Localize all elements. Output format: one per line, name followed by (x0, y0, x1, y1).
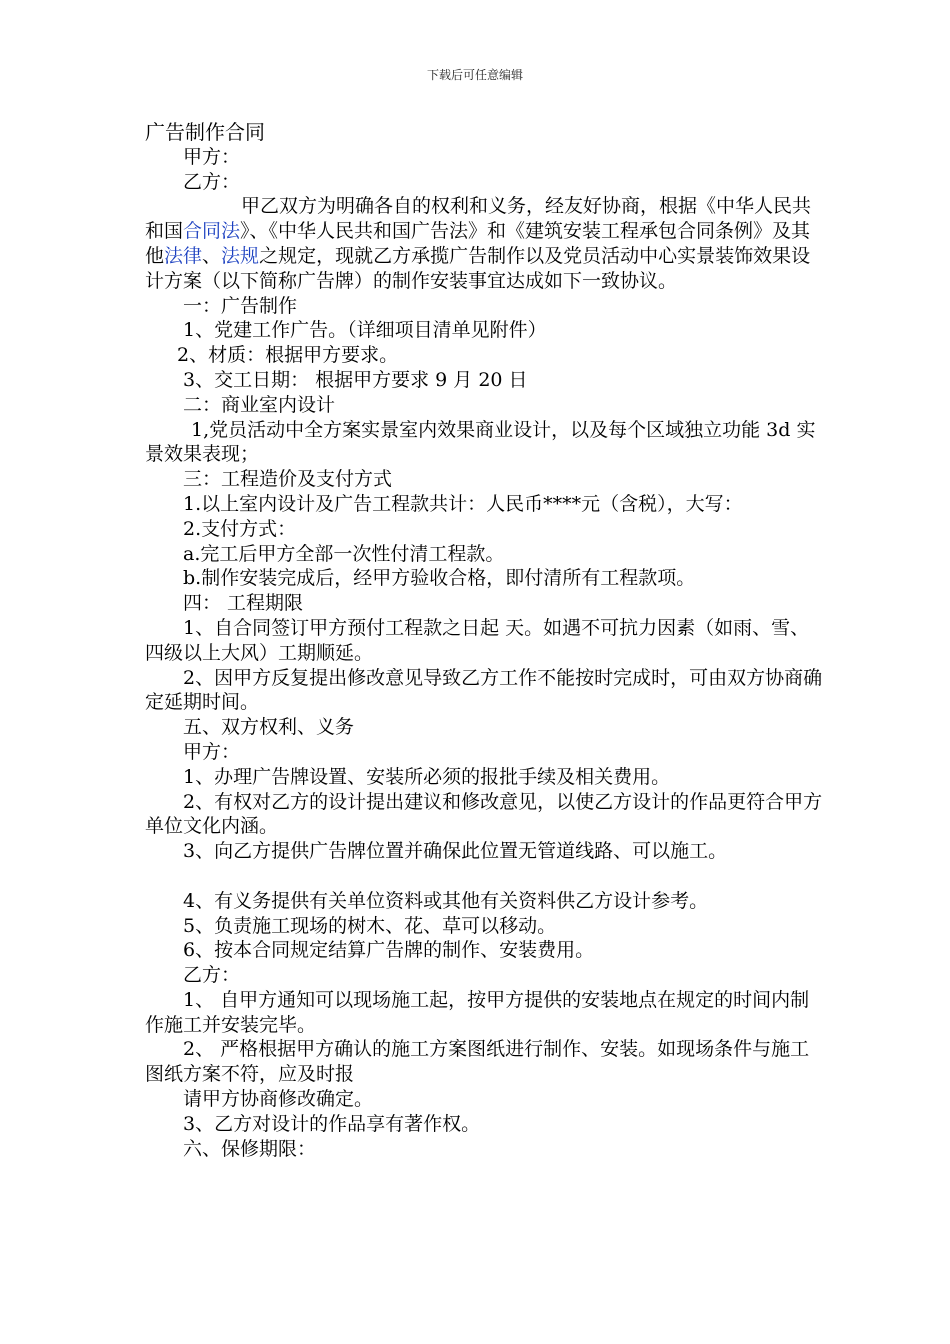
intro-text-4: 之规定，现就乙方承揽广告制作以及党员活动中心实景装饰效果设计方案（以下简称广告牌）的制作安装事宜达成如下一致协议。 (145, 244, 811, 292)
intro-text-1: 甲乙双方为明确各自的权利和义务，经友好协商，根据《中华人民共和国 (145, 195, 812, 243)
section-2-item-1: 1,党员活动中全方案实景室内效果商业设计，以及每个区域独立功能 3d 实景效果表现； (145, 418, 816, 466)
section-5-b-item-1: 1、 自甲方通知可以现场施工起，按甲方提供的安装地点在规定的时间内制作施工并安装完毕。 (145, 988, 810, 1036)
section-5-a-item-5: 5、负责施工现场的树木、花、草可以移动。 (183, 914, 557, 937)
section-1-title: 一：广告制作 (183, 294, 298, 317)
section-4-item-1: 1、自合同签订甲方预付工程款之日起 天。如遇不可抗力因素（如雨、雪、四级以上大风）工期顺延。 (145, 616, 810, 664)
section-5-a-item-2: 2、有权对乙方的设计提出建议和修改意见，以使乙方设计的作品更符合甲方单位文化内涵。 (145, 790, 823, 838)
link-regulation[interactable]: 法规 (221, 244, 260, 267)
section-4-item-2: 2、因甲方反复提出修改意见导致乙方工作不能按时完成时，可由双方协商确定延期时间。 (145, 666, 823, 714)
intro-paragraph (145, 194, 825, 293)
link-law[interactable]: 法律 (164, 244, 203, 267)
section-5-a-item-6: 6、按本合同规定结算广告牌的制作、安装费用。 (183, 939, 595, 962)
section-5-a-item-1: 1、办理广告牌设置、安装所必须的报批手续及相关费用。 (183, 765, 671, 788)
document-title: 广告制作合同 (145, 120, 265, 144)
contract-body (145, 120, 825, 1161)
section-1-item-1: 1、党建工作广告。（详细项目清单见附件） (183, 319, 547, 342)
section-5-b-item-3: 3、乙方对设计的作品享有著作权。 (183, 1112, 481, 1135)
section-5-party-b: 乙方： (183, 964, 241, 987)
section-1-item-2: 2、材质：根据甲方要求。 (177, 344, 399, 367)
intro-text-3: 、 (202, 244, 222, 267)
section-5-a-item-3: 3、向乙方提供广告牌位置并确保此位置无管道线路、可以施工。 (183, 840, 728, 863)
section-1-item-3: 3、交工日期： 根据甲方要求 9 月 20 日 (183, 368, 528, 391)
section-4-title: 四： 工程期限 (183, 592, 304, 615)
section-2-title: 二：商业室内设计 (183, 393, 336, 416)
party-b-label: 乙方： (183, 170, 241, 193)
page-header: 下载后可任意编辑 (426, 68, 523, 82)
section-3-title: 三：工程造价及支付方式 (183, 468, 393, 491)
section-5-b-item-2-cont: 请甲方协商修改确定。 (183, 1088, 374, 1111)
section-3-item-2: 2.支付方式： (183, 517, 297, 540)
section-3-item-1: 1.以上室内设计及广告工程款共计：人民币****元（含税），大写： (183, 492, 743, 515)
section-6-title: 六、保修期限： (183, 1137, 317, 1160)
intro-text-2: 》、《中华人民共和国广告法》和《建筑安装工程承包合同条例》及其他 (145, 220, 811, 267)
section-5-a-item-4: 4、有义务提供有关单位资料或其他有关资料供乙方设计参考。 (183, 889, 709, 912)
party-a-label: 甲方： (183, 145, 241, 168)
section-5-party-a: 甲方： (183, 740, 241, 763)
section-3-item-2a: a.完工后甲方全部一次性付清工程款。 (183, 542, 505, 565)
link-contract-law[interactable]: 合同法 (183, 220, 241, 243)
section-3-item-2b: b.制作安装完成后，经甲方验收合格，即付清所有工程款项。 (183, 567, 696, 590)
section-5-b-item-2: 2、 严格根据甲方确认的施工方案图纸进行制作、安装。如现场条件与施工图纸方案不符，应及时报 (145, 1038, 810, 1086)
section-5-title: 五、双方权利、义务 (183, 716, 355, 739)
blank-line (145, 864, 825, 889)
